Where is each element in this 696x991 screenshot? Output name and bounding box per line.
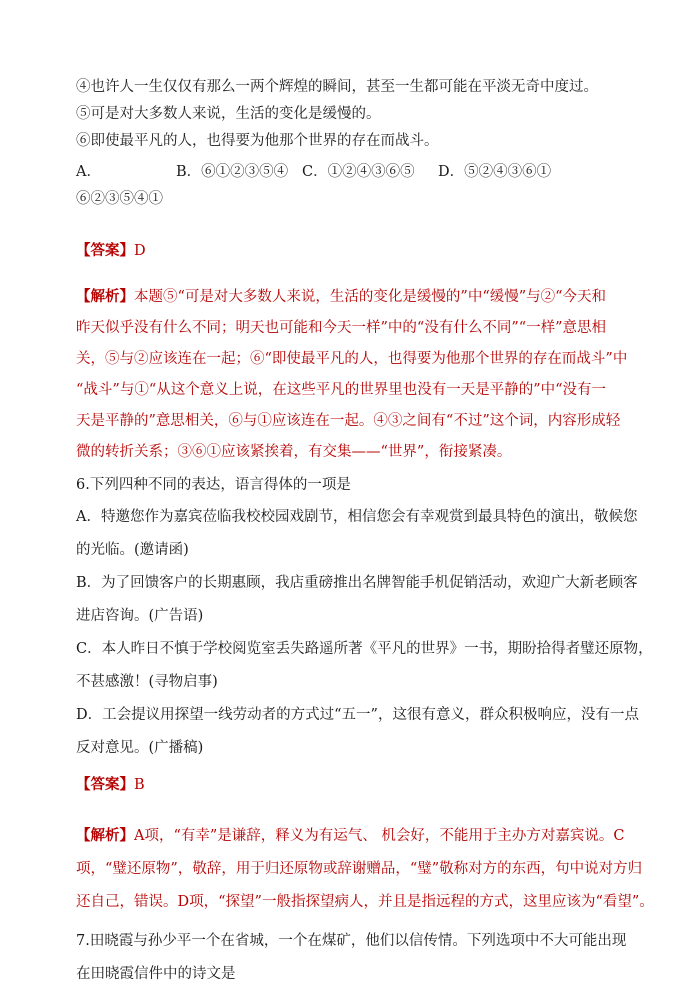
q6-option-c: C．本人昨日不慎于学校阅览室丢失路遥所著《平凡的世界》一书，期盼拾得者璧还原物， [76,641,653,657]
analysis-line: A项，“有幸”是谦辞，释义为有运气、 机会好，不能用于主办方对嘉宾说。C [134,828,625,844]
analysis-line: 关，⑤与②应该连在一起；⑥“即使最平凡的人，也得要为他那个世界的存在而战斗”中 [76,351,628,367]
analysis-tag: 【解析】 [76,288,134,305]
q6-option-d-cont: 反对意见。(广播稿) [76,740,204,756]
answer-value: B [134,777,145,793]
analysis-line: 微的转折关系；③⑥①应该紧挨着，有交集——“世界”，衔接紧凑。 [76,444,512,460]
q6-options [76,501,653,765]
answer-value: D [134,243,146,259]
answer-tag: 【答案】 [76,242,134,259]
q6-option-c-cont: 不甚感激！(寻物启事) [76,674,218,690]
analysis-line: 本题⑤“可是对大多数人来说，生活的变化是缓慢的”中“缓慢”与②“今天和 [134,289,607,305]
analysis-line: 昨天似乎没有什么不同；明天也可能和今天一样”中的“没有什么不同”“一样”意思相 [76,320,607,336]
answer-tag: 【答案】 [76,776,134,793]
q6-option-a: A．特邀您作为嘉宾莅临我校校园戏剧节，相信您会有幸观赏到最具特色的演出，敬候您 [76,509,638,525]
q6-option-b: B．为了回馈客户的长期惠顾，我店重磅推出名牌智能手机促销活动，欢迎广大新老顾客 [76,575,638,591]
analysis-line: 项，“璧还原物”，敬辞，用于归还原物或辞谢赠品，“璧”敬称对方的东西，句中说对方归 [76,861,643,877]
q6-option-b-cont: 进店咨询。(广告语) [76,608,204,624]
q6-title: 6.下列四种不同的表达，语言得体的一项是 [76,477,351,493]
q6-option-d: D．工会提议用探望一线劳动者的方式过“五一”，这很有意义，群众积极响应，没有一点 [76,707,639,723]
q5-analysis [76,281,636,468]
sentence-4: ④也许人一生仅仅有那么一两个辉煌的瞬间，甚至一生都可能在平淡无奇中度过。 [76,79,598,95]
analysis-tag: 【解析】 [76,827,134,844]
q6-option-a-cont: 的光临。(邀请函) [76,542,189,558]
q5-option-b: B．⑥①②③⑤④ [176,164,289,180]
q6-analysis [76,819,654,919]
q5-options [76,159,636,213]
sentence-5: ⑤可是对大多数人来说，生活的变化是缓慢的。 [76,106,381,122]
q5-option-c: C．①②④③⑥⑤ [302,164,415,180]
q6-answer [76,773,636,797]
analysis-line: 天是平静的”意思相关，⑥与①应该连在一起。④③之间有“不过”这个词，内容形成轻 [76,413,621,429]
q5-answer [76,239,636,263]
sentence-6: ⑥即使最平凡的人，也得要为他那个世界的存在而战斗。 [76,133,439,149]
q5-option-d: D．⑤②④③⑥① [438,164,552,180]
q5-option-a: A．⑥②③⑤④① [76,164,163,207]
analysis-line: “战斗”与①“从这个意义上说，在这些平凡的世界里也没有一天是平静的”中“没有一 [76,382,607,398]
q7-title: 7.田晓霞与孙少平一个在省城，一个在煤矿，他们以信传情。下列选项中不大可能出现 在田晓霞信件中的诗文是 [76,933,627,982]
analysis-line: 还自己，错误。D项，“探望”一般指探望病人，并且是指远程的方式，这里应该为“看望”。 [76,894,654,910]
